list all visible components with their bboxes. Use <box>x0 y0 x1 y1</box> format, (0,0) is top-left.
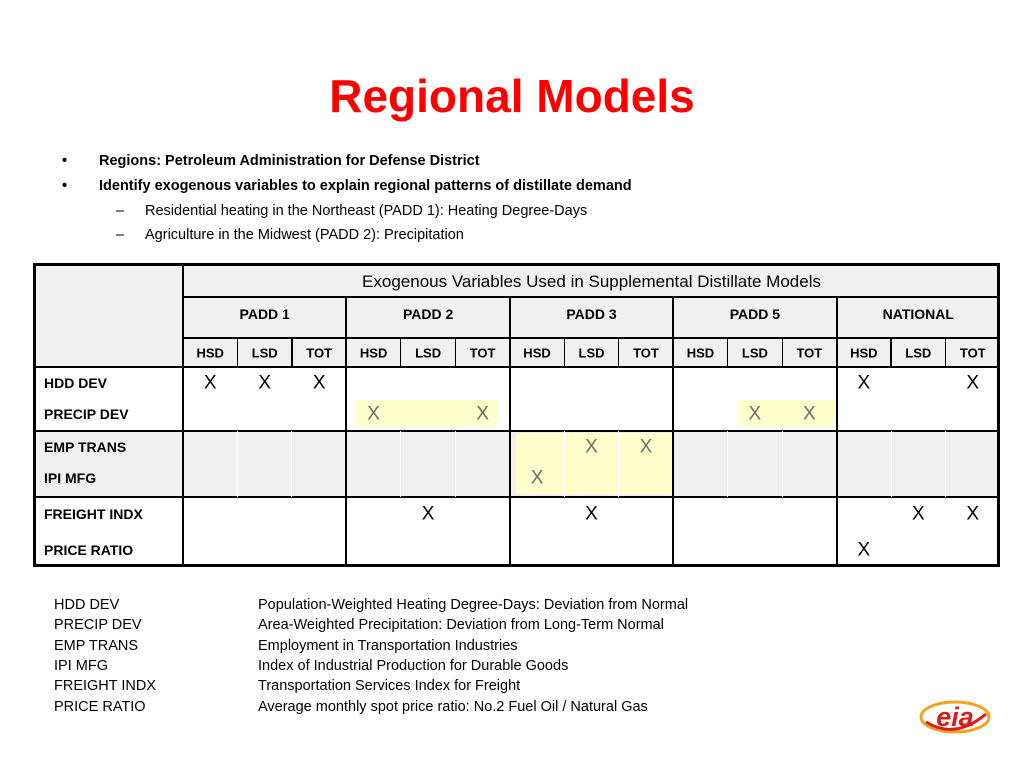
table-rule <box>183 296 1000 298</box>
x-mark: X <box>476 403 489 425</box>
section-divider <box>891 431 892 497</box>
table-rule <box>237 338 238 367</box>
subbullet-text: Residential heating in the Northeast (PADD 1): Heating Degree-Days <box>145 203 588 219</box>
subbullet-mark: – <box>116 227 125 243</box>
subcolumn-header: LSD <box>905 345 932 361</box>
subcolumn-header: LSD <box>415 345 442 361</box>
subcolumn-header: TOT <box>959 345 986 361</box>
table-rule <box>33 366 1000 368</box>
table-rule <box>33 496 1000 498</box>
row-label: PRECIP DEV <box>44 406 129 422</box>
group-header: PADD 1 <box>239 306 290 322</box>
subbullet-text: Agriculture in the Midwest (PADD 2): Precipitation <box>145 227 464 243</box>
table-caption: Exogenous Variables Used in Supplemental Distillate Models <box>362 272 821 291</box>
bullet-mark: • <box>62 153 68 169</box>
table-rule <box>727 338 728 367</box>
section-divider <box>945 431 946 497</box>
group-header: PADD 5 <box>729 306 781 322</box>
x-mark: X <box>585 436 598 458</box>
section-divider <box>782 431 783 497</box>
row-label: EMP TRANS <box>44 439 127 455</box>
subbullet-item <box>116 202 588 220</box>
x-mark: X <box>367 403 380 425</box>
group-header: PADD 2 <box>402 306 454 322</box>
subbullet-mark: – <box>116 203 125 219</box>
definition-abbr: FREIGHT INDX <box>54 678 157 695</box>
row-label: IPI MFG <box>44 470 97 486</box>
row-label: PRICE RATIO <box>44 542 134 558</box>
table-rule <box>33 430 1000 432</box>
definition-text: Average monthly spot price ratio: No.2 Fuel Oil / Natural Gas <box>258 698 648 715</box>
subcolumn-header: LSD <box>578 345 605 361</box>
bullet-mark: • <box>62 178 68 194</box>
definition-abbr: IPI MFG <box>54 657 108 674</box>
x-mark: X <box>911 503 925 525</box>
eia-logo-icon <box>918 692 992 738</box>
subcolumn-header: HSD <box>359 345 388 361</box>
x-mark: X <box>258 372 272 394</box>
x-mark: X <box>585 503 598 525</box>
x-mark: X <box>312 372 326 394</box>
definition-abbr: EMP TRANS <box>54 637 139 654</box>
subcolumn-header: HSD <box>523 345 551 361</box>
definition-text: Employment in Transportation Industries <box>258 637 518 654</box>
subcolumn-header: HSD <box>196 345 224 361</box>
section-divider <box>237 431 238 497</box>
definition-abbr: HDD DEV <box>54 597 120 613</box>
table-rule <box>182 263 184 567</box>
page-title: Regional Models <box>329 70 695 122</box>
table-rule <box>455 338 456 367</box>
table-rule <box>33 564 1000 567</box>
variables-table <box>33 263 1000 567</box>
bullet-text: Identify exogenous variables to explain regional patterns of distillate demand <box>99 178 632 194</box>
table-rule <box>509 297 511 567</box>
x-mark: X <box>530 467 544 489</box>
section-divider <box>400 431 401 497</box>
subcolumn-header: LSD <box>251 345 278 361</box>
definition-text: Transportation Services Index for Freight <box>258 678 521 695</box>
x-mark: X <box>203 372 217 394</box>
subcolumn-header: TOT <box>633 345 659 361</box>
section-divider <box>727 431 728 497</box>
subcolumn-header: TOT <box>469 345 496 361</box>
table-rule <box>836 297 838 567</box>
definition-abbr: PRECIP DEV <box>54 617 142 634</box>
table-rule <box>33 263 36 567</box>
definition-abbr: PRICE RATIO <box>54 698 146 715</box>
x-mark: X <box>857 372 871 394</box>
subcolumn-header: HSD <box>686 345 715 361</box>
table-rule <box>400 338 401 367</box>
table-rule <box>183 337 1000 339</box>
section-divider <box>618 431 619 497</box>
subcolumn-header: TOT <box>796 345 823 361</box>
x-mark: X <box>803 403 816 425</box>
bullet-text: Regions: Petroleum Administration for Defense District <box>99 153 480 169</box>
table-rule <box>33 263 1000 266</box>
table-rule <box>782 338 783 367</box>
row-label: HDD DEV <box>44 375 108 391</box>
section-divider <box>564 431 565 497</box>
table-rule <box>997 263 1000 567</box>
table-rule <box>345 297 347 567</box>
x-mark: X <box>966 503 980 525</box>
definition-text: Population-Weighted Heating Degree-Days: Deviation from Normal <box>258 597 689 613</box>
subbullet-item <box>116 226 464 244</box>
x-mark: X <box>748 403 762 425</box>
definition-text: Area-Weighted Precipitation: Deviation from Long-Term Normal <box>258 617 664 634</box>
subcolumn-header: LSD <box>741 345 768 361</box>
table-rule <box>564 338 565 367</box>
table-rule <box>618 338 619 367</box>
x-mark: X <box>966 372 980 394</box>
section-divider <box>455 431 456 497</box>
group-header: PADD 3 <box>566 306 617 322</box>
table-rule <box>945 338 946 367</box>
row-label: FREIGHT INDX <box>44 506 143 522</box>
group-header: NATIONAL <box>882 306 954 322</box>
section-divider <box>291 431 292 497</box>
subcolumn-header: HSD <box>850 345 878 361</box>
table-rule <box>890 338 891 367</box>
logo-text: eia <box>936 702 974 732</box>
x-mark: X <box>421 503 435 525</box>
definition-text: Index of Industrial Production for Durable Goods <box>258 657 569 674</box>
table-rule <box>291 338 292 367</box>
x-mark: X <box>857 539 871 561</box>
subcolumn-header: TOT <box>306 345 333 361</box>
x-mark: X <box>639 436 653 458</box>
table-rule <box>672 297 674 567</box>
